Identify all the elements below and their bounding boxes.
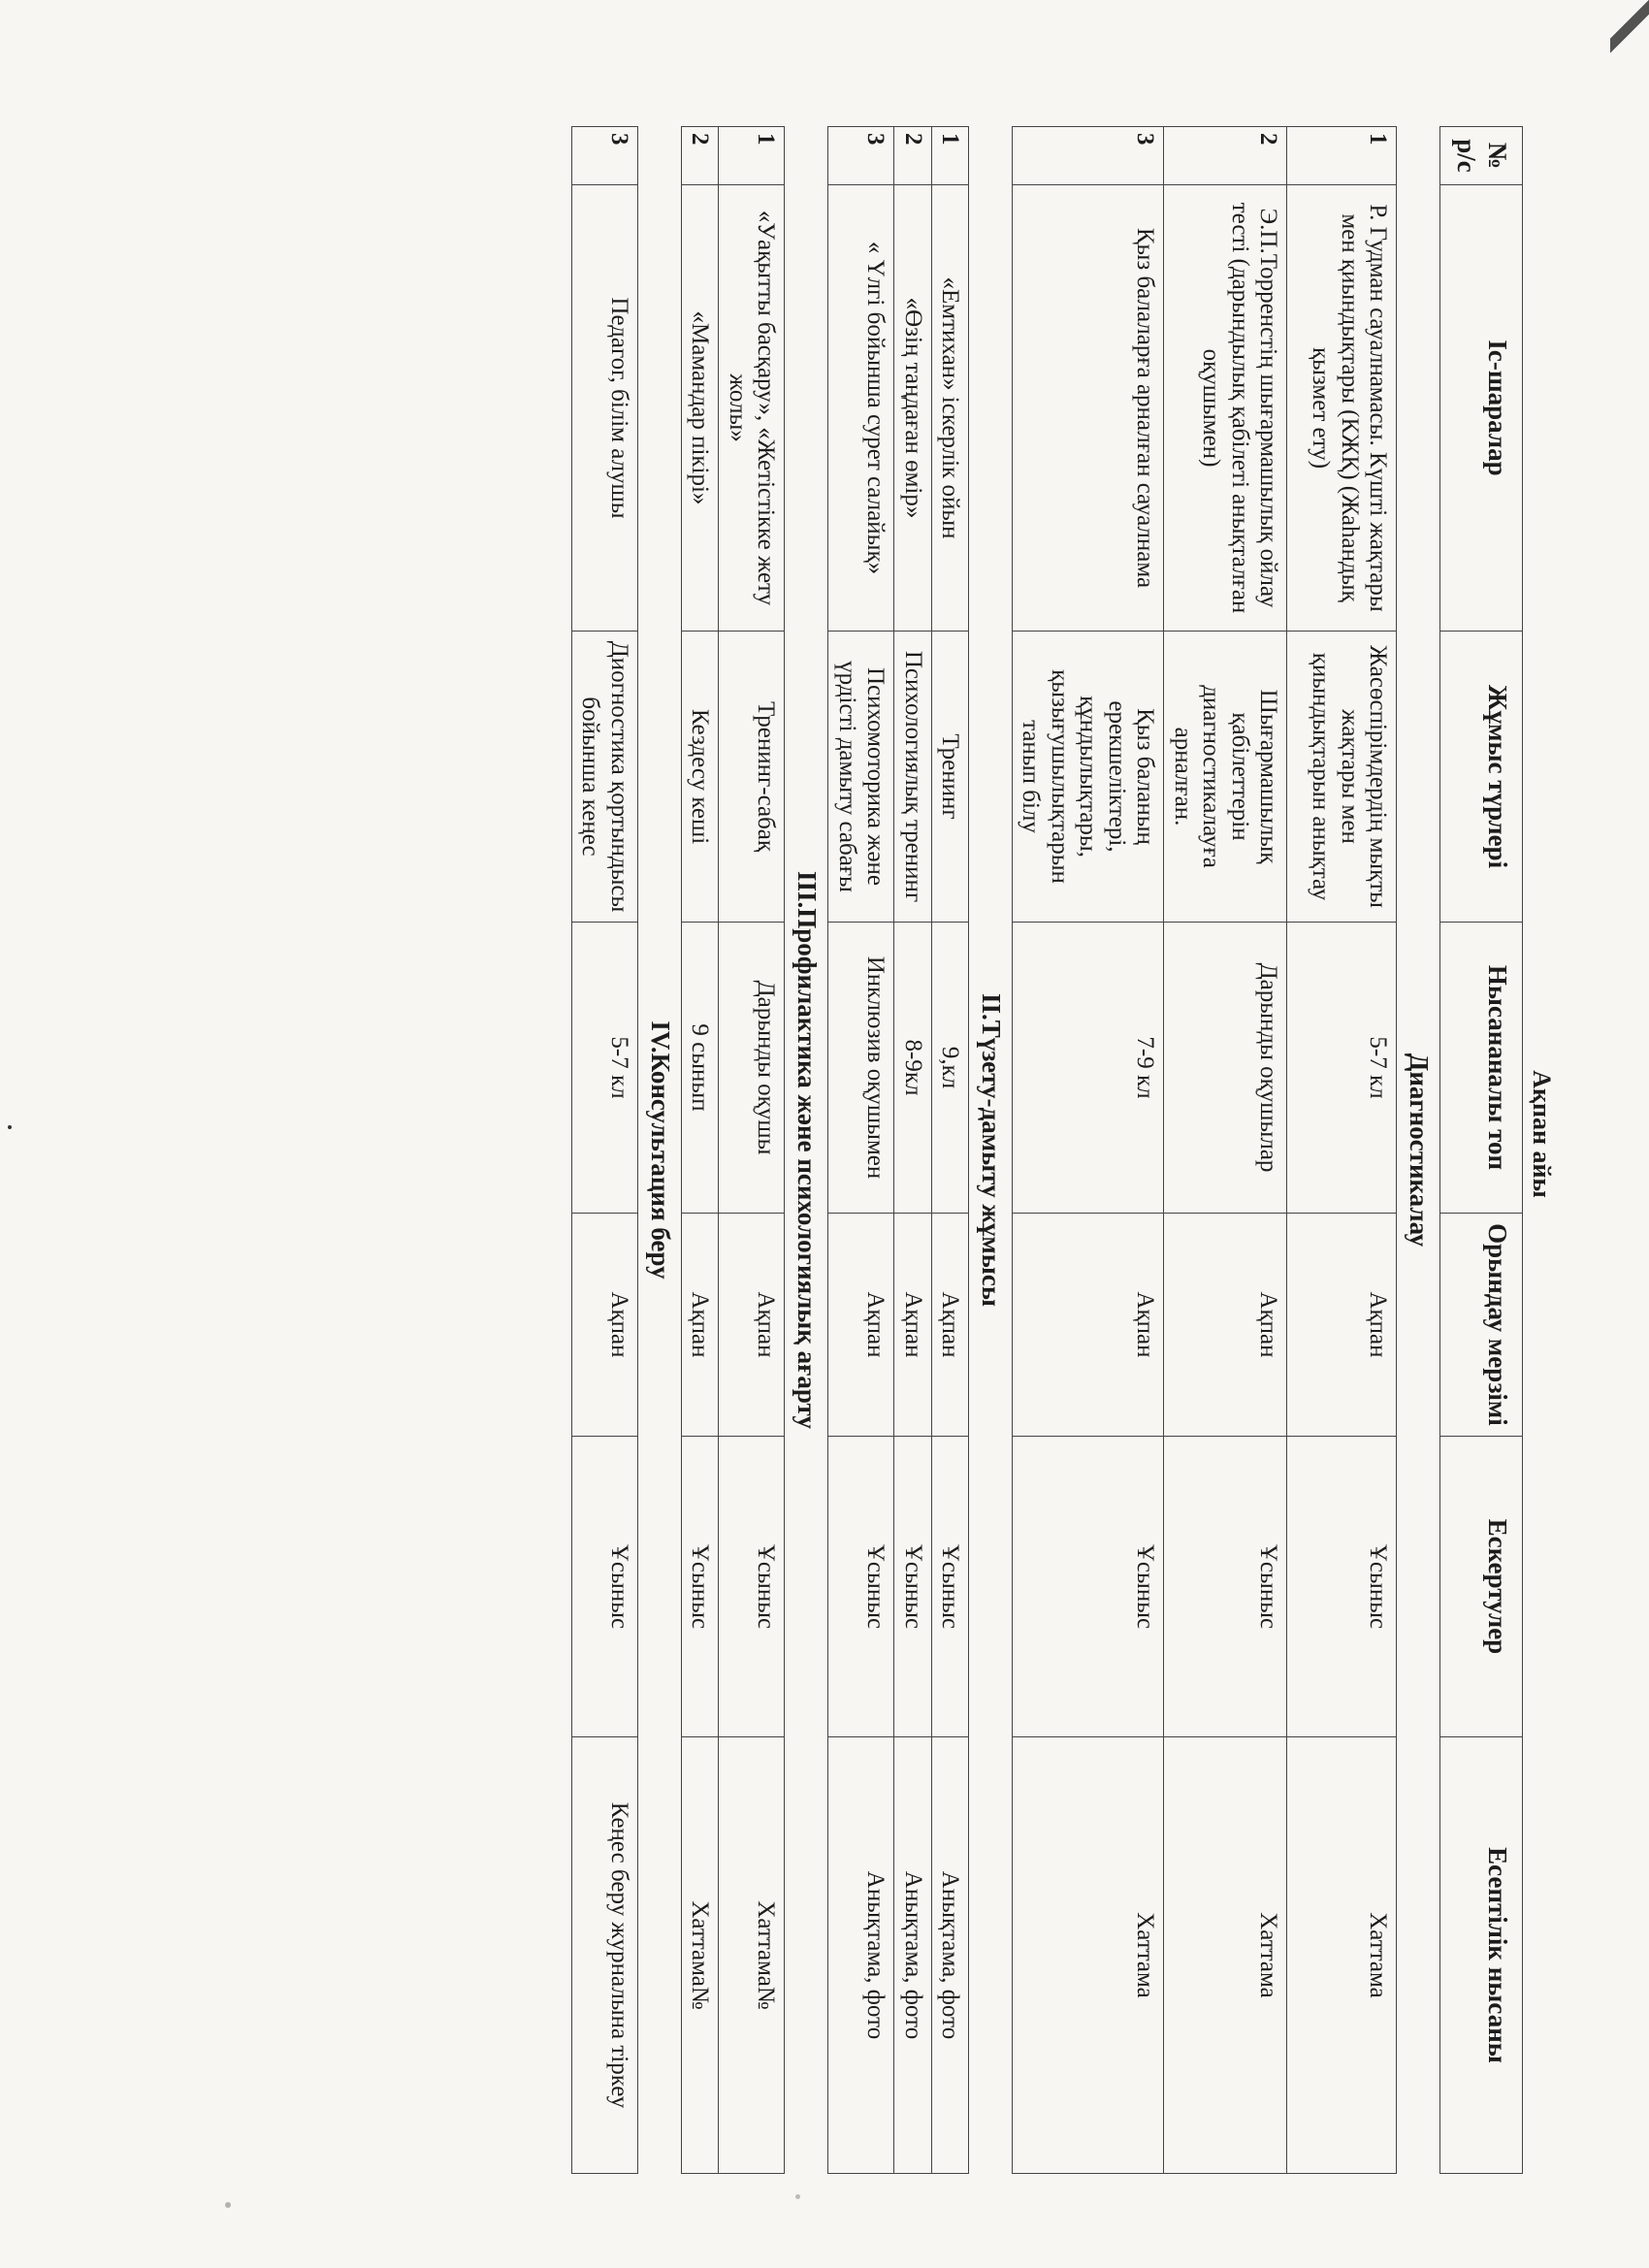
section-heading-row [785, 127, 828, 2174]
cell-event: Э.П.Торренстің шығармашылық ойлау тесті (дарындылық қабілеті анықталған оқушымен) [1164, 185, 1287, 632]
cell-target: 8-9кл [894, 923, 932, 1214]
header-report: Есептілік нысаны [1440, 1737, 1523, 2174]
table-row [719, 127, 785, 2174]
header-work-type: Жұмыс түрлері [1440, 632, 1523, 923]
cell-notes: Ұсыныс [571, 1437, 637, 1737]
cell-num: 1 [719, 127, 785, 185]
page-title: Ақпан айы [1528, 1070, 1556, 1198]
section-title: Диагностикалау [1397, 127, 1440, 2174]
table-row [571, 127, 637, 2174]
header-event: Іс-шаралар [1440, 185, 1523, 632]
cell-target: Дарынды оқушы [719, 923, 785, 1214]
cell-event: «Емтихан» іскерлік ойын [931, 185, 969, 632]
cell-report: Кеңес беру журналына тіркеу [571, 1737, 637, 2174]
cell-target: 9,кл [931, 923, 969, 1214]
cell-deadline: Ақпан [681, 1214, 719, 1437]
cell-target: Дарынды оқушылар [1164, 923, 1287, 1214]
cell-deadline: Ақпан [931, 1214, 969, 1437]
cell-event: « Үлгі бойынша сурет салайық» [828, 185, 894, 632]
cell-report: Хаттама [1012, 1737, 1164, 2174]
table-row [1012, 127, 1164, 2174]
cell-report: Анықтама, фото [828, 1737, 894, 2174]
cell-event: Қыз балаларға арналған сауалнама [1012, 185, 1164, 632]
cell-notes: Ұсыныс [931, 1437, 969, 1737]
header-notes: Ескертулер [1440, 1437, 1523, 1737]
section-heading-row [1397, 127, 1440, 2174]
cell-report: Хаттама№ [719, 1737, 785, 2174]
cell-work-type: Қыз баланың ерекшеліктері, құндылықтары, қызығушылықтарын танып білу [1012, 632, 1164, 923]
cell-num: 1 [931, 127, 969, 185]
table-row [1287, 127, 1397, 2174]
cell-event: Педагог, білім алушы [571, 185, 637, 632]
header-target: Нысананалы топ [1440, 923, 1523, 1214]
cell-event: «Уақытты басқару», «Жетістікке жету жолы» [719, 185, 785, 632]
cell-event: «Мамандар пікірі» [681, 185, 719, 632]
section-title: IV.Консультация беру [637, 127, 681, 2174]
cell-work-type: Психомоторика және үрдісті дамыту сабағы [828, 632, 894, 923]
cell-target: Инклюзив оқушымен [828, 923, 894, 1214]
cell-num: 2 [894, 127, 932, 185]
section-title: II.Түзету-дамыту жұмысы [969, 127, 1013, 2174]
header-deadline: Орындау мерзімі [1440, 1214, 1523, 1437]
cell-deadline: Ақпан [828, 1214, 894, 1437]
cell-event: «Өзің таңдаған өмір» [894, 185, 932, 632]
cell-target: 9 сынып [681, 923, 719, 1214]
cell-notes: Ұсыныс [1164, 1437, 1287, 1737]
work-plan-table [571, 126, 1523, 2174]
cell-num: 2 [681, 127, 719, 185]
cell-notes: Ұсыныс [828, 1437, 894, 1737]
cell-notes: Ұсыныс [1012, 1437, 1164, 1737]
cell-deadline: Ақпан [571, 1214, 637, 1437]
table-row [1164, 127, 1287, 2174]
table-row [931, 127, 969, 2174]
cell-notes: Ұсыныс [719, 1437, 785, 1737]
cell-target: 7-9 кл [1012, 923, 1164, 1214]
cell-deadline: Ақпан [1287, 1214, 1397, 1437]
cell-deadline: Ақпан [894, 1214, 932, 1437]
section-heading-row [969, 127, 1013, 2174]
cell-target: 5-7 кл [571, 923, 637, 1214]
cell-work-type: Шығармашылық қабілеттерін диагностикалауға арналған. [1164, 632, 1287, 923]
cell-deadline: Ақпан [719, 1214, 785, 1437]
cell-report: Хаттама [1287, 1737, 1397, 2174]
header-num: № р/с [1440, 127, 1523, 185]
cell-work-type: Диогностика қортындысы бойынша кеңес [571, 632, 637, 923]
cell-deadline: Ақпан [1012, 1214, 1164, 1437]
cell-event: Р. Гудман сауалнамасы. Күшті жақтары мен қиындықтары (КЖҚ) (Жаһандық қызмет ету) [1287, 185, 1397, 632]
cell-work-type: Кездесу кеші [681, 632, 719, 923]
cell-work-type: Психологиялық тренинг [894, 632, 932, 923]
cell-work-type: Тренинг [931, 632, 969, 923]
table-header-row [1440, 127, 1523, 2174]
table-row [681, 127, 719, 2174]
cell-notes: Ұсыныс [1287, 1437, 1397, 1737]
table-row [828, 127, 894, 2174]
cell-notes: Ұсыныс [681, 1437, 719, 1737]
cell-num: 1 [1287, 127, 1397, 185]
table-row [894, 127, 932, 2174]
cell-notes: Ұсыныс [894, 1437, 932, 1737]
cell-num: 3 [828, 127, 894, 185]
cell-work-type: Тренинг-сабақ [719, 632, 785, 923]
section-heading-row [637, 127, 681, 2174]
cell-report: Анықтама, фото [894, 1737, 932, 2174]
cell-work-type: Жасөспірімдердің мықты жақтары мен қиындықтарын анықтау [1287, 632, 1397, 923]
cell-report: Хаттама [1164, 1737, 1287, 2174]
cell-target: 5-7 кл [1287, 923, 1397, 1214]
cell-deadline: Ақпан [1164, 1214, 1287, 1437]
section-title: III.Профилактика және психологиялық ағарту [785, 127, 828, 2174]
cell-num: 2 [1164, 127, 1287, 185]
cell-num: 3 [1012, 127, 1164, 185]
cell-report: Хаттама№ [681, 1737, 719, 2174]
cell-report: Анықтама, фото [931, 1737, 969, 2174]
cell-num: 3 [571, 127, 637, 185]
